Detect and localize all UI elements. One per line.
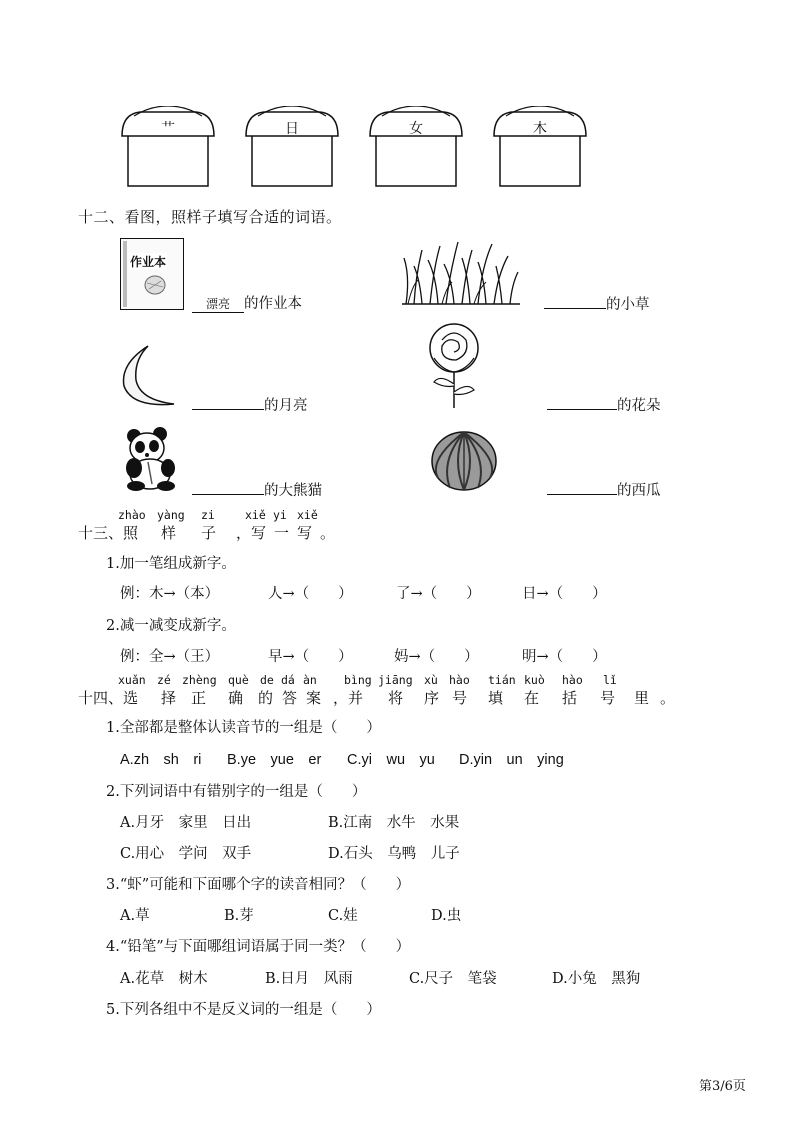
q12-item-notebook: 漂亮 的作业本 [192,292,302,313]
house-4 [492,106,588,188]
q12-item-panda: 的大熊猫 [192,478,322,500]
notebook-image [120,238,184,310]
q14-question-stem: 3.“虾”可能和下面哪个字的读音相同？（ ） [106,877,411,893]
answer-blank[interactable] [547,393,617,410]
watermelon-icon [430,430,500,492]
q14-question-stem: 4.“铅笔”与下面哪组词语属于同一类？（ ） [106,939,411,955]
house-char: 艹 [161,121,175,137]
q14-option[interactable]: B.ye yue er [227,752,322,768]
q13-sub2-item[interactable]: 明→（ ） [522,649,607,665]
q14-option[interactable]: B.芽 [224,908,254,924]
q14-option[interactable]: C.用心 学问 双手 [120,846,252,862]
answer-blank[interactable] [544,292,606,309]
house-3 [368,106,464,188]
q13-sub2-item[interactable]: 早→（ ） [268,649,353,665]
q14-question-stem: 1.全部都是整体认读音节的一组是（ ） [106,720,381,736]
q12-title: 十二、看图，照样子填写合适的词语。 [78,208,342,226]
q13-sub1-item[interactable]: 了→（ ） [396,586,481,602]
q14-option[interactable]: D.虫 [431,908,462,924]
house-char: 日 [285,121,299,137]
notebook-cover-text: 作业本 [130,255,167,269]
moon-icon [118,342,178,412]
q14-option[interactable]: D.yin un ying [459,752,564,768]
q14-option[interactable]: C.尺子 笔袋 [409,971,497,987]
q13-sub1-item[interactable]: 日→（ ） [522,586,607,602]
q14-option[interactable]: D.石头 乌鸭 儿子 [328,846,460,862]
q14-option[interactable]: C.娃 [328,908,358,924]
q14-question-stem: 2.下列词语中有错别字的一组是（ ） [106,784,367,800]
q13-sub1-item[interactable]: 人→（ ） [268,586,353,602]
q13-sub1-example: 例：木→（本） [120,586,220,602]
q13-sub2-example: 例：全→（王） [120,649,220,665]
answer-blank[interactable] [192,478,264,495]
answer-blank[interactable]: 漂亮 [192,296,244,313]
q14-question-stem: 5.下列各组中不是反义词的一组是（ ） [106,1002,381,1018]
flower-icon [420,318,490,410]
q14-option[interactable]: A.草 [120,908,150,924]
notebook-art-icon [121,239,183,309]
q12-item-grass: 的小草 [544,292,650,314]
q13-sub1-title: 1.加一笔组成新字。 [106,556,236,572]
house-char: 木 [533,121,547,137]
house-1 [120,106,216,188]
q12-item-watermelon: 的西瓜 [547,478,661,500]
q13-sub2-item[interactable]: 妈→（ ） [394,649,479,665]
q14-option[interactable]: A.月牙 家里 日出 [120,815,252,831]
answer-blank[interactable] [547,478,617,495]
panda-icon [122,426,182,492]
q14-option[interactable]: A.zh sh ri [120,752,202,768]
house-2 [244,106,340,188]
q14-option[interactable]: A.花草 树木 [120,971,208,987]
q14-option[interactable]: C.yi wu yu [347,752,435,768]
house-char: 女 [409,121,423,137]
grass-icon [400,236,522,308]
answer-blank[interactable] [192,393,264,410]
q14-option[interactable]: B.江南 水牛 水果 [328,815,460,831]
q12-item-moon: 的月亮 [192,393,308,415]
q12-item-flower: 的花朵 [547,393,661,415]
q14-option[interactable]: D.小兔 黑狗 [552,971,641,987]
q13-sub2-title: 2.减一减变成新字。 [106,618,236,634]
q14-option[interactable]: B.日月 风雨 [265,971,353,987]
page-number: 第3/6页 [699,1079,746,1094]
